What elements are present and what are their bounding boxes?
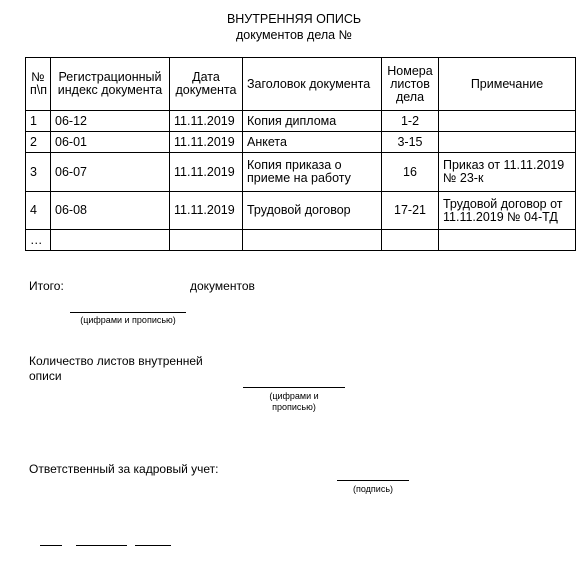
cell-date: 11.11.2019 <box>170 111 243 132</box>
cell-date <box>170 230 243 251</box>
cell-sheets <box>382 230 439 251</box>
totals-hint: (цифрами и прописью) <box>80 315 176 325</box>
cell-note <box>439 111 576 132</box>
cell-sheets: 16 <box>382 153 439 192</box>
totals-fill-line <box>70 312 186 313</box>
cell-number: 4 <box>26 192 51 230</box>
cell-date: 11.11.2019 <box>170 132 243 153</box>
table-row <box>26 192 576 230</box>
document-subtitle: документов дела № <box>235 28 353 42</box>
cell-number: 3 <box>26 153 51 192</box>
cell-note: Приказ от 11.11.2019 № 23-к <box>439 153 576 192</box>
inventory-table <box>25 57 576 251</box>
cell-index: 06-01 <box>51 132 170 153</box>
cell-index <box>51 230 170 251</box>
cell-heading: Анкета <box>243 132 382 153</box>
column-header-index: Регистрационный индекс документа <box>51 58 170 111</box>
sheets-hint: (цифрами и прописью) <box>269 391 319 412</box>
column-header-number: № п\п <box>26 58 51 111</box>
cell-number: 2 <box>26 132 51 153</box>
sheets-label: Количество листов внутренней описи <box>29 354 203 383</box>
cell-sheets: 1-2 <box>382 111 439 132</box>
table-header-row <box>26 58 576 111</box>
totals-unit: документов <box>190 279 255 293</box>
sheets-fill-line <box>243 387 345 388</box>
cell-date: 11.11.2019 <box>170 192 243 230</box>
column-header-heading: Заголовок документа <box>243 58 382 111</box>
totals-label: Итого: <box>29 279 64 293</box>
responsible-label: Ответственный за кадровый учет: <box>29 462 219 476</box>
column-header-note: Примечание <box>439 58 576 111</box>
cell-sheets: 3-15 <box>382 132 439 153</box>
cell-note <box>439 132 576 153</box>
cell-number: 1 <box>26 111 51 132</box>
cell-date: 11.11.2019 <box>170 153 243 192</box>
signature-hint: (подпись) <box>352 484 394 494</box>
cell-heading <box>243 230 382 251</box>
cell-heading: Копия приказа о приеме на работу <box>243 153 382 192</box>
document-title: ВНУТРЕННЯЯ ОПИСЬ <box>226 12 362 26</box>
cell-index: 06-12 <box>51 111 170 132</box>
table-row <box>26 230 576 251</box>
cell-note: Трудовой договор от 11.11.2019 № 04-ТД <box>439 192 576 230</box>
date-year-line <box>135 545 171 546</box>
cell-index: 06-08 <box>51 192 170 230</box>
date-day-line <box>40 545 62 546</box>
date-month-line <box>76 545 127 546</box>
column-header-date: Дата документа <box>170 58 243 111</box>
cell-heading: Копия диплома <box>243 111 382 132</box>
signature-line <box>337 480 409 481</box>
cell-note <box>439 230 576 251</box>
cell-index: 06-07 <box>51 153 170 192</box>
cell-sheets: 17-21 <box>382 192 439 230</box>
table-row <box>26 132 576 153</box>
column-header-sheets: Номера листов дела <box>382 58 439 111</box>
table-row <box>26 111 576 132</box>
cell-heading: Трудовой договор <box>243 192 382 230</box>
cell-number: … <box>26 230 51 251</box>
table-row <box>26 153 576 192</box>
